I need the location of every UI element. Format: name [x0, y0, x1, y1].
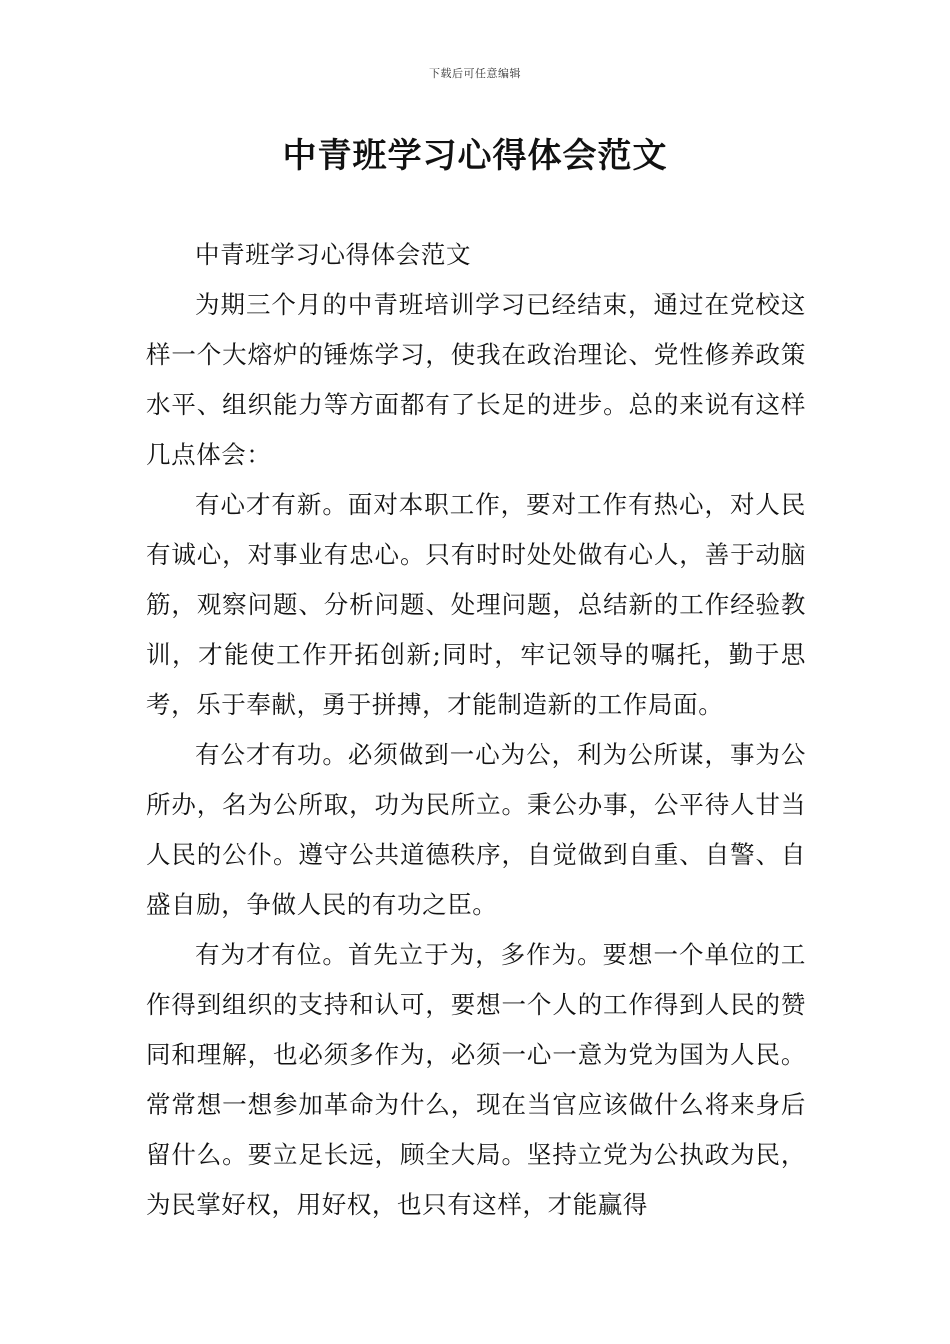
paragraph-subtitle: 中青班学习心得体会范文 [195, 240, 472, 269]
document-body [146, 230, 806, 1230]
document-title: 中青班学习心得体会范文 [282, 136, 668, 176]
paragraph-intro: 为期三个月的中青班培训学习已经结束，通过在党校这样一个大熔炉的锤炼学习，使我在政治理论、党性修养政策水平、组织能力等方面都有了长足的进步。总的来说有这样几点体会： [146, 290, 806, 469]
paragraph-action: 有为才有位。首先立于为，多作为。要想一个单位的工作得到组织的支持和认可，要想一个人的工作得到人民的赞同和理解，也必须多作为，必须一心一意为党为国为人民。常常想一想参加革命为什么，现在当官应该做什么将来身后留什么。要立足长远，顾全大局。坚持立党为公执政为民，为民掌好权，用好权，也只有这样，才能赢得 [146, 940, 806, 1219]
paragraph-heart: 有心才有新。面对本职工作，要对工作有热心，对人民有诚心，对事业有忠心。只有时时处处做有心人，善于动脑筋，观察问题、分析问题、处理问题，总结新的工作经验教训，才能使工作开拓创新;同时，牢记领导的嘱托，勤于思考，乐于奉献，勇于拼搏，才能制造新的工作局面。 [146, 490, 806, 719]
header-note: 下载后可任意编辑 [429, 67, 521, 80]
paragraph-public: 有公才有功。必须做到一心为公，利为公所谋，事为公所办，名为公所取，功为民所立。秉公办事，公平待人甘当人民的公仆。遵守公共道德秩序，自觉做到自重、自警、自盛自励，争做人民的有功之臣。 [146, 740, 806, 919]
